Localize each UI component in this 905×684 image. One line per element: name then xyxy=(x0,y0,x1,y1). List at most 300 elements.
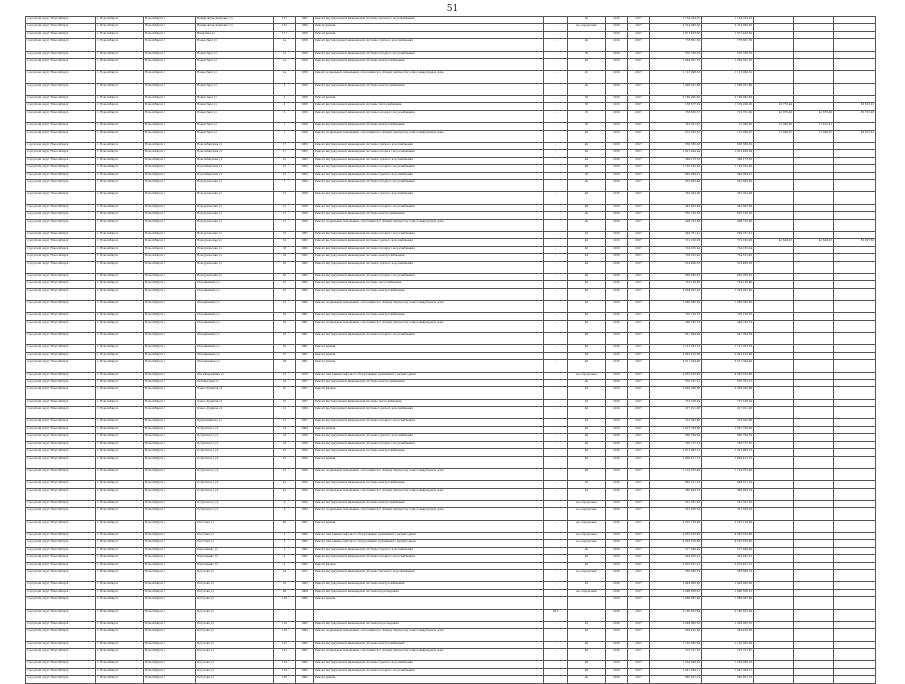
cell-end-year: 2017 xyxy=(628,540,650,547)
cell-street: Обь-набережная ул xyxy=(196,372,274,379)
cell-extra-1 xyxy=(754,676,794,683)
cell-cost-total: 965 821,12 xyxy=(702,676,754,683)
cell-cost: 4 055 679,80 xyxy=(650,372,702,379)
cell-cost: 778 661,59 xyxy=(650,39,702,51)
cell-extra-3 xyxy=(834,488,876,500)
cell-volume: 50 xyxy=(568,17,606,24)
cell-end-year: 2017 xyxy=(628,261,650,273)
cell-end-year: 2017 xyxy=(628,676,650,683)
cell-volume: 50 xyxy=(568,95,606,102)
table-row xyxy=(26,449,876,456)
cell-street: Петухова ул xyxy=(196,641,274,648)
table-row xyxy=(26,434,876,441)
cell-unit: - xyxy=(544,103,568,110)
cell-start-year: 2016 xyxy=(606,387,628,399)
cell-unit: - xyxy=(544,649,568,661)
cell-district: Новосибирск г xyxy=(144,288,196,300)
cell-volume: 40 xyxy=(568,142,606,149)
cell-street: Олеко Дундича ул xyxy=(196,407,274,419)
cell-year: 1960 xyxy=(296,540,314,547)
cell-extra-2 xyxy=(794,157,834,164)
cell-unit: - xyxy=(544,547,568,554)
cell-extra-2 xyxy=(794,661,834,668)
table-row xyxy=(26,71,876,83)
cell-end-year: 2017 xyxy=(628,352,650,359)
cell-year: 1962 xyxy=(296,17,314,24)
cell-start-year: 2016 xyxy=(606,345,628,352)
cell-unit: - xyxy=(544,589,568,596)
cell-cost: 1 119 075,48 xyxy=(650,468,702,480)
cell-house: 33 xyxy=(274,246,296,253)
cell-extra-2 xyxy=(794,246,834,253)
cell-district: Новосибирск г xyxy=(144,142,196,149)
cell-street: Островского ул xyxy=(196,449,274,456)
cell-unit: - xyxy=(544,540,568,547)
cell-volume: не определена xyxy=(568,532,606,539)
cell-year: 1959 xyxy=(296,488,314,500)
cell-cost-total: 676 708,76 xyxy=(702,51,754,58)
cell-extra-1: 42 876,46 xyxy=(754,110,794,122)
cell-start-year: 2016 xyxy=(606,419,628,426)
cell-start-year: 2016 xyxy=(606,59,628,71)
table-row xyxy=(26,540,876,547)
cell-district: Новосибирск г xyxy=(144,345,196,352)
cell-street: Новосибирская ул xyxy=(196,142,274,149)
cell-cost-total: 724 165,24 xyxy=(702,246,754,253)
cell-extra-3 xyxy=(834,434,876,441)
cell-end-year: 2017 xyxy=(628,668,650,675)
cell-extra-1 xyxy=(754,668,794,675)
cell-street: Островского ул xyxy=(196,426,274,433)
cell-extra-1: 21 368,00 xyxy=(754,123,794,130)
table-row xyxy=(26,31,876,38)
cell-extra-2 xyxy=(794,192,834,204)
cell-district: Новосибирск г xyxy=(144,83,196,95)
cell-cost-total: 778 661,59 xyxy=(702,39,754,51)
cell-end-year: 2017 xyxy=(628,110,650,122)
cell-cost-total: 2 011 394,48 xyxy=(702,360,754,372)
cell-work: Ремонт крыши xyxy=(314,352,544,359)
cell-cost-total: 704 612,45 xyxy=(702,254,754,261)
cell-unit: - xyxy=(544,629,568,641)
cell-unit: - xyxy=(544,288,568,300)
cell-house: 2 xyxy=(274,562,296,569)
cell-work: Ремонт внутридомовой инженерной системы горячего водоснабжения xyxy=(314,661,544,668)
cell-extra-2 xyxy=(794,352,834,359)
cell-extra-1 xyxy=(754,142,794,149)
cell-extra-2 xyxy=(794,254,834,261)
table-row xyxy=(26,456,876,468)
cell-end-year: 2017 xyxy=(628,71,650,83)
cell-cost: 1 827 709,60 xyxy=(650,426,702,433)
cell-volume: 45 xyxy=(568,387,606,399)
cell-district: Новосибирск г xyxy=(144,51,196,58)
cell-cost: 1 096 556,61 xyxy=(650,589,702,596)
cell-volume: не определена xyxy=(568,589,606,596)
cell-volume: 40 xyxy=(568,165,606,172)
cell-cost: 641 994,84 xyxy=(650,333,702,345)
cell-work: Ремонт крыши xyxy=(314,676,544,683)
cell-extra-3 xyxy=(834,204,876,211)
cell-volume: не определена xyxy=(568,520,606,532)
table-row xyxy=(26,254,876,261)
cell-street: Олеко Дундича ул xyxy=(196,387,274,399)
cell-volume: 40 xyxy=(568,562,606,569)
cell-start-year: 2016 xyxy=(606,239,628,246)
cell-extra-1 xyxy=(754,180,794,192)
cell-district: Новосибирск г xyxy=(144,649,196,661)
cell-owner: городской округ Новосибирск xyxy=(26,83,96,95)
cell-end-year: 2017 xyxy=(628,468,650,480)
cell-start-year: 2016 xyxy=(606,621,628,628)
cell-extra-2 xyxy=(794,481,834,488)
cell-extra-2 xyxy=(794,288,834,300)
cell-year: 1960 xyxy=(296,301,314,313)
cell-start-year: 2016 xyxy=(606,540,628,547)
cell-street: Новоуральская ул xyxy=(196,246,274,253)
cell-extra-1 xyxy=(754,582,794,589)
cell-city: г. Новосибирск xyxy=(96,39,144,51)
cell-work: Ремонт внутридомовой инженерной системы водоотведения xyxy=(314,589,544,596)
cell-year: 1959 xyxy=(296,468,314,480)
cell-extra-2 xyxy=(794,71,834,83)
cell-street: Октябрьская ул xyxy=(196,379,274,386)
cell-owner: городской округ Новосибирск xyxy=(26,547,96,554)
cell-extra-2 xyxy=(794,547,834,554)
cell-owner: городской округ Новосибирск xyxy=(26,597,96,609)
cell-work: Ремонт внутридомовой инженерной системы электроснабжения xyxy=(314,254,544,261)
table-row xyxy=(26,661,876,668)
cell-work: Ремонт внутридомовой инженерной системы электроснабжения xyxy=(314,288,544,300)
cell-work: Ремонт крыши xyxy=(314,24,544,31)
cell-district: Новосибирск г xyxy=(144,71,196,83)
cell-end-year: 2017 xyxy=(628,488,650,500)
table-row xyxy=(26,59,876,71)
cell-cost: 721 160,26 xyxy=(650,239,702,246)
cell-cost: 4 055 679,80 xyxy=(650,532,702,539)
cell-owner: городской округ Новосибирск xyxy=(26,345,96,352)
cell-work: Ремонт внутридомовой инженерной системы теплового водоснабжения xyxy=(314,17,544,24)
cell-unit: - xyxy=(544,273,568,280)
cell-street: Новая Заря ул xyxy=(196,71,274,83)
cell-extra-2 xyxy=(794,219,834,231)
cell-house: 3 xyxy=(274,83,296,95)
cell-extra-2 xyxy=(794,676,834,683)
cell-cost: 514 460,33 xyxy=(650,261,702,273)
cell-owner: городской округ Новосибирск xyxy=(26,165,96,172)
cell-cost: 331 826,54 xyxy=(650,508,702,520)
cell-cost-total: 1 119 075,48 xyxy=(702,468,754,480)
cell-start-year: 2016 xyxy=(606,273,628,280)
cell-owner: городской округ Новосибирск xyxy=(26,71,96,83)
cell-unit: - xyxy=(544,426,568,433)
cell-unit: - xyxy=(544,419,568,426)
cell-extra-2 xyxy=(794,165,834,172)
cell-extra-3 xyxy=(834,219,876,231)
table-row xyxy=(26,629,876,641)
cell-extra-2 xyxy=(794,456,834,468)
cell-extra-3 xyxy=(834,301,876,313)
cell-city: г. Новосибирск xyxy=(96,192,144,204)
cell-year: 1964 xyxy=(296,426,314,433)
cell-cost-total: 721 160,26 xyxy=(702,239,754,246)
cell-house: 27 xyxy=(274,387,296,399)
cell-district: Новосибирск г xyxy=(144,95,196,102)
cell-work: Ремонт внутридомовой инженерной системы холодного водоснабжения xyxy=(314,441,544,448)
cell-street: Объединения ул xyxy=(196,345,274,352)
table-row xyxy=(26,441,876,448)
cell-city: г. Новосибирск xyxy=(96,219,144,231)
cell-extra-3 xyxy=(834,281,876,288)
cell-cost-total: 712 761,00 xyxy=(702,110,754,122)
cell-year xyxy=(296,609,314,621)
cell-year: 1958 xyxy=(296,51,314,58)
cell-year: 1963 xyxy=(296,157,314,164)
cell-street: Объединения ул xyxy=(196,352,274,359)
cell-volume: 40 xyxy=(568,441,606,448)
cell-extra-1: 42 648,91 xyxy=(754,239,794,246)
cell-owner: городской округ Новосибирск xyxy=(26,449,96,456)
cell-owner: городской округ Новосибирск xyxy=(26,661,96,668)
cell-unit: - xyxy=(544,570,568,582)
cell-unit: - xyxy=(544,301,568,313)
cell-district: Новосибирск г xyxy=(144,352,196,359)
cell-owner: городской округ Новосибирск xyxy=(26,212,96,219)
cell-unit: - xyxy=(544,676,568,683)
cell-district: Новосибирск г xyxy=(144,360,196,372)
cell-cost-total: 1 004 052,92 xyxy=(702,288,754,300)
cell-year: 1958 xyxy=(296,95,314,102)
cell-owner: городской округ Новосибирск xyxy=(26,59,96,71)
cell-end-year: 2017 xyxy=(628,172,650,179)
cell-work: Ремонт внутридомовой инженерной системы холодного водоснабжения xyxy=(314,180,544,192)
cell-cost: 1 671 493,65 xyxy=(650,31,702,38)
cell-unit: - xyxy=(544,399,568,406)
cell-district: Новосибирск г xyxy=(144,59,196,71)
cell-unit: - xyxy=(544,123,568,130)
cell-extra-2: 42 876,46 xyxy=(794,110,834,122)
cell-extra-3 xyxy=(834,288,876,300)
cell-owner: городской округ Новосибирск xyxy=(26,468,96,480)
cell-extra-3: 33 553,21 xyxy=(834,103,876,110)
cell-extra-2 xyxy=(794,31,834,38)
table-row xyxy=(26,130,876,142)
cell-district: Новосибирск г xyxy=(144,180,196,192)
cell-city: г. Новосибирск xyxy=(96,426,144,433)
cell-end-year: 2017 xyxy=(628,39,650,51)
cell-work: Ремонт подвальных помещений, относящихся к общему имуществу в многоквартирном доме xyxy=(314,71,544,83)
cell-cost: 2 663 308,88 xyxy=(650,387,702,399)
cell-unit: - xyxy=(544,352,568,359)
cell-district: Новосибирск г xyxy=(144,273,196,280)
cell-volume: 40 xyxy=(568,273,606,280)
cell-work: Ремонт внутридомовой инженерной системы водоотведения xyxy=(314,621,544,628)
cell-street: Петухова ул xyxy=(196,621,274,628)
cell-cost-total: 1 098 051,88 xyxy=(702,83,754,95)
table-row xyxy=(26,547,876,554)
cell-cost-total: 2 314 006,50 xyxy=(702,24,754,31)
cell-street: Новая Заря ул xyxy=(196,123,274,130)
cell-end-year: 2017 xyxy=(628,123,650,130)
cell-volume: 40 xyxy=(568,649,606,661)
table-row xyxy=(26,649,876,661)
cell-owner: городской округ Новосибирск xyxy=(26,180,96,192)
cell-volume: 45 xyxy=(568,629,606,641)
cell-cost: 655 100,50 xyxy=(650,212,702,219)
cell-owner: городской округ Новосибирск xyxy=(26,360,96,372)
cell-city: г. Новосибирск xyxy=(96,172,144,179)
cell-start-year: 2016 xyxy=(606,449,628,456)
cell-volume: 40 xyxy=(568,246,606,253)
cell-extra-1 xyxy=(754,449,794,456)
cell-start-year: 2016 xyxy=(606,172,628,179)
cell-extra-2 xyxy=(794,360,834,372)
cell-owner: городской округ Новосибирск xyxy=(26,281,96,288)
cell-extra-1 xyxy=(754,488,794,500)
table-row xyxy=(26,123,876,130)
cell-start-year: 2016 xyxy=(606,231,628,238)
cell-start-year: 2016 xyxy=(606,488,628,500)
cell-end-year: 2017 xyxy=(628,180,650,192)
cell-extra-2 xyxy=(794,95,834,102)
cell-unit: - xyxy=(544,320,568,332)
cell-work: Ремонт внутридомовой инженерной системы теплового водоснабжения xyxy=(314,570,544,582)
table-row xyxy=(26,488,876,500)
cell-street: Новая Заря ул xyxy=(196,110,274,122)
cell-owner: городской округ Новосибирск xyxy=(26,500,96,507)
cell-extra-1 xyxy=(754,547,794,554)
table-row xyxy=(26,352,876,359)
cell-street: Новоуральская ул xyxy=(196,239,274,246)
cell-district: Новосибирск г xyxy=(144,31,196,38)
cell-end-year: 2017 xyxy=(628,192,650,204)
cell-city: г. Новосибирск xyxy=(96,676,144,683)
cell-end-year: 2017 xyxy=(628,320,650,332)
cell-work: Ремонт внутридомовой инженерной системы холодного водоснабжения xyxy=(314,150,544,157)
cell-cost: 501 301,63 xyxy=(650,500,702,507)
cell-cost: 895 026,81 xyxy=(650,273,702,280)
cell-start-year: 2016 xyxy=(606,333,628,345)
cell-end-year: 2017 xyxy=(628,621,650,628)
table-row xyxy=(26,180,876,192)
cell-year: 1963 xyxy=(296,582,314,589)
cell-extra-2 xyxy=(794,399,834,406)
cell-district: Новосибирск г xyxy=(144,246,196,253)
cell-street: Новоуральская ул xyxy=(196,212,274,219)
table-row xyxy=(26,219,876,231)
cell-district: Новосибирск г xyxy=(144,609,196,621)
cell-district: Новосибирск г xyxy=(144,570,196,582)
cell-owner: городской округ Новосибирск xyxy=(26,589,96,596)
cell-unit: - xyxy=(544,204,568,211)
cell-cost: 1 151 352,73 xyxy=(650,345,702,352)
cell-extra-3 xyxy=(834,649,876,661)
cell-extra-3 xyxy=(834,59,876,71)
cell-extra-3: 85 297,82 xyxy=(834,239,876,246)
cell-street: Новоуральская ул xyxy=(196,204,274,211)
cell-extra-2 xyxy=(794,508,834,520)
cell-work: Ремонт внутридомовой инженерной системы электроснабжения xyxy=(314,641,544,648)
cell-extra-2 xyxy=(794,532,834,539)
cell-extra-3 xyxy=(834,352,876,359)
cell-district: Новосибирск г xyxy=(144,39,196,51)
cell-house: 7 xyxy=(274,130,296,142)
cell-district: Новосибирск г xyxy=(144,231,196,238)
cell-owner: городской округ Новосибирск xyxy=(26,668,96,675)
cell-work: Ремонт внутридомовой инженерной системы электроснабжения xyxy=(314,379,544,386)
cell-start-year: 2016 xyxy=(606,407,628,419)
cell-volume: 40 xyxy=(568,661,606,668)
cell-end-year: 2017 xyxy=(628,500,650,507)
cell-work: Ремонт внутридомовой инженерной системы электроснабжения xyxy=(314,582,544,589)
cell-extra-2 xyxy=(794,345,834,352)
cell-street: Островского ул xyxy=(196,500,274,507)
cell-extra-3 xyxy=(834,532,876,539)
cell-extra-2 xyxy=(794,441,834,448)
cell-year: 1961 xyxy=(296,360,314,372)
cell-extra-3 xyxy=(834,157,876,164)
cell-district: Новосибирск г xyxy=(144,582,196,589)
cell-extra-1 xyxy=(754,500,794,507)
cell-volume: 40 xyxy=(568,313,606,320)
cell-start-year: 2016 xyxy=(606,649,628,661)
cell-cost-total: 848 311,19 xyxy=(702,481,754,488)
cell-volume: не определена xyxy=(568,500,606,507)
cell-volume: 40 xyxy=(568,345,606,352)
cell-cost: 822 893,46 xyxy=(650,180,702,192)
cell-extra-1 xyxy=(754,532,794,539)
cell-start-year: 2016 xyxy=(606,320,628,332)
cell-work: Ремонт внутридомовой инженерной системы холодного водоснабжения xyxy=(314,165,544,172)
cell-end-year: 2017 xyxy=(628,301,650,313)
cell-extra-2 xyxy=(794,426,834,433)
cell-district: Новосибирск г xyxy=(144,17,196,24)
cell-end-year: 2017 xyxy=(628,399,650,406)
cell-extra-2 xyxy=(794,582,834,589)
cell-street: Объединения ул xyxy=(196,313,274,320)
cell-end-year: 2017 xyxy=(628,532,650,539)
cell-cost: 672 032,81 xyxy=(650,130,702,142)
cell-district: Новосибирск г xyxy=(144,399,196,406)
cell-year: 1961 xyxy=(296,352,314,359)
cell-house: 18 xyxy=(274,441,296,448)
cell-cost: 1 054 098,03 xyxy=(650,661,702,668)
cell-end-year: 2017 xyxy=(628,31,650,38)
cell-city: г. Новосибирск xyxy=(96,281,144,288)
cell-house: 1а xyxy=(274,51,296,58)
cell-extra-3 xyxy=(834,582,876,589)
cell-start-year: 2016 xyxy=(606,520,628,532)
cell-end-year: 2017 xyxy=(628,597,650,609)
cell-city: г. Новосибирск xyxy=(96,621,144,628)
cell-unit: - xyxy=(544,157,568,164)
cell-cost-total: 4 055 679,80 xyxy=(702,540,754,547)
cell-work: Ремонт внутридомовой инженерной системы горячего водоснабжения xyxy=(314,192,544,204)
cell-unit: - xyxy=(544,407,568,419)
cell-house: 21 xyxy=(274,157,296,164)
cell-street: Петухова ул xyxy=(196,582,274,589)
cell-street: Островского ул xyxy=(196,441,274,448)
cell-extra-3 xyxy=(834,589,876,596)
cell-volume xyxy=(568,609,606,621)
cell-year: 1959 xyxy=(296,441,314,448)
cell-extra-3 xyxy=(834,407,876,419)
cell-end-year: 2017 xyxy=(628,246,650,253)
cell-district: Новосибирск г xyxy=(144,589,196,596)
cell-end-year: 2017 xyxy=(628,372,650,379)
cell-year: 1958 xyxy=(296,59,314,71)
cell-unit: - xyxy=(544,456,568,468)
